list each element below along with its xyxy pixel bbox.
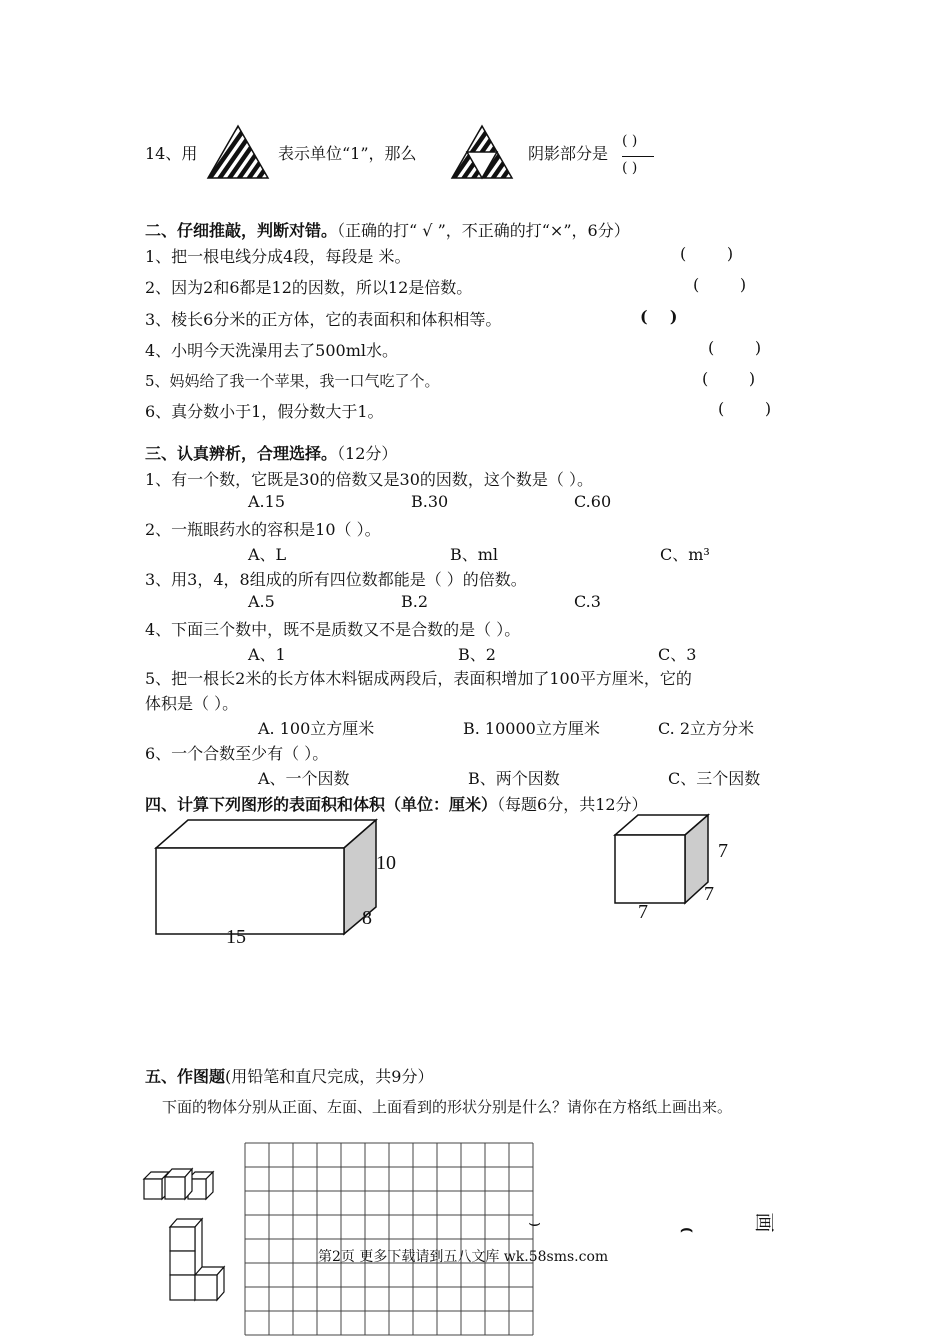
s3-q1: 1、有一个数，它既是30的倍数又是30的因数，这个数是（ ）。 — [145, 470, 593, 489]
q14-fraction-denominator: ( ) — [622, 160, 638, 176]
cuboid-height-label: 10 — [376, 852, 396, 874]
s3-q3-option-c[interactable]: C.3 — [574, 592, 601, 611]
section4-note: （每题6分，共12分） — [497, 795, 648, 814]
cube-height-label: 7 — [718, 840, 728, 862]
cube-width-label: 7 — [638, 901, 648, 923]
q14-fraction-bar — [622, 156, 654, 157]
s3-q6: 6、一个合数至少有（ ）。 — [145, 744, 329, 763]
s3-q3: 3、用3，4，8组成的所有四位数都能是（ ）的倍数。 — [145, 570, 527, 589]
cuboid-figure — [150, 815, 390, 945]
s3-q4-option-c[interactable]: C、3 — [658, 645, 697, 664]
cuboid-width-label: 8 — [362, 907, 372, 929]
s3-q3-option-a[interactable]: A.5 — [248, 592, 275, 611]
cuboid-length-label: 15 — [226, 926, 246, 948]
s3-q1-option-a[interactable]: A.15 — [248, 492, 285, 511]
s2-answer-4[interactable]: ( ) — [708, 338, 762, 357]
cube-figure — [612, 812, 712, 912]
cube-stack-l-shape — [165, 1216, 235, 1306]
s2-item-2: 2、因为2和6都是12的因数，所以12是倍数。 — [145, 278, 473, 297]
s3-q2: 2、一瓶眼药水的容积是10（ ）。 — [145, 520, 381, 539]
s2-answer-2[interactable]: ( ) — [693, 275, 747, 294]
s3-q4-option-b[interactable]: B、2 — [458, 645, 496, 664]
s2-item-4: 4、小明今天洗澡用去了500ml水。 — [145, 341, 399, 360]
q14-fraction-numerator: ( ) — [622, 133, 638, 149]
side-mark-3: 画 — [752, 1212, 777, 1233]
cube-stack-top — [142, 1166, 222, 1206]
s3-q5-option-b[interactable]: B. 10000立方厘米 — [463, 719, 600, 738]
s3-q1-option-c[interactable]: C.60 — [574, 492, 612, 511]
graph-paper-grid[interactable] — [244, 1142, 536, 1334]
s2-item-1: 1、把一根电线分成4段，每段是 米。 — [145, 247, 411, 266]
s2-answer-6[interactable]: ( ) — [718, 399, 772, 418]
s3-q4-option-a[interactable]: A、1 — [248, 645, 286, 664]
unit-triangle-icon — [206, 124, 270, 180]
section3-note: （12分） — [337, 444, 398, 463]
s2-answer-1[interactable]: ( ) — [680, 244, 734, 263]
s2-item-3: 3、棱长6分米的正方体，它的表面积和体积相等。 — [145, 310, 502, 329]
side-mark-1: ⌣ — [528, 1210, 542, 1234]
section2-note: （正确的打“ √ ”，不正确的打“×”，6分） — [337, 221, 630, 240]
s3-q1-option-b[interactable]: B.30 — [411, 492, 449, 511]
s3-q3-option-b[interactable]: B.2 — [401, 592, 429, 611]
s3-q6-option-c[interactable]: C、三个因数 — [668, 769, 761, 788]
section3-title: 三、认真辨析，合理选择。（12分） — [145, 444, 398, 463]
s3-q6-option-a[interactable]: A、一个因数 — [258, 769, 350, 788]
s2-answer-5[interactable]: ( ) — [702, 369, 756, 388]
section2-title: 二、仔细推敲，判断对错。（正确的打“ √ ”，不正确的打“×”，6分） — [145, 221, 630, 240]
cube-depth-label: 7 — [704, 883, 714, 905]
s3-q2-option-a[interactable]: A、L — [248, 545, 287, 564]
side-mark-2: ⌢ — [680, 1216, 694, 1240]
s3-q5-line1: 5、把一根长2米的长方体木料锯成两段后，表面积增加了100平方厘米，它的 — [145, 669, 692, 688]
q14-suffix: 阴影部分是 — [528, 144, 609, 163]
section4-title: 四、计算下列图形的表面积和体积（单位：厘米）（每题6分，共12分） — [145, 795, 648, 814]
q14-prefix: 14、用 — [145, 144, 198, 163]
s2-item-6: 6、真分数小于1，假分数大于1。 — [145, 402, 384, 421]
s3-q4: 4、下面三个数中，既不是质数又不是合数的是（ ）。 — [145, 620, 521, 639]
s3-q5-line2: 体积是（ ）。 — [145, 694, 239, 713]
section5-note: (用铅笔和直尺完成，共9分） — [225, 1067, 434, 1086]
section5-title: 五、作图题(用铅笔和直尺完成，共9分） — [145, 1067, 434, 1086]
s3-q5-option-c[interactable]: C. 2立方分米 — [658, 719, 755, 738]
s3-q5-option-a[interactable]: A. 100立方厘米 — [258, 719, 375, 738]
q14-middle: 表示单位“1”，那么 — [278, 144, 417, 163]
s2-item-5: 5、妈妈给了我一个苹果，我一口气吃了个。 — [145, 372, 440, 390]
page-footer: 第2页 更多下载请到五八文库 wk.58sms.com — [318, 1249, 609, 1265]
shaded-triangle-icon — [450, 124, 514, 180]
s3-q6-option-b[interactable]: B、两个因数 — [468, 769, 560, 788]
s3-q2-option-b[interactable]: B、ml — [450, 545, 499, 564]
section5-instruction: 下面的物体分别从正面、左面、上面看到的形状分别是什么？请你在方格纸上画出来。 — [162, 1098, 733, 1116]
s2-answer-3[interactable]: ( ) — [640, 307, 678, 326]
s3-q2-option-c[interactable]: C、m³ — [660, 545, 710, 564]
